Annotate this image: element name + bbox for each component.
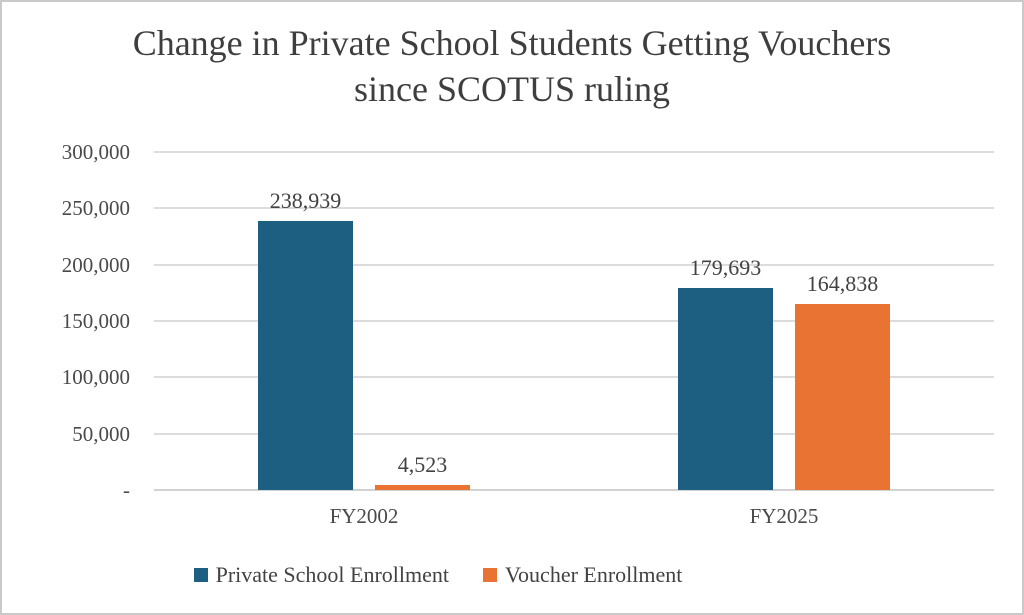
bar-voucher-enrollment-fy2025 (795, 304, 890, 490)
plot-area (2, 2, 1024, 615)
y-axis-tick-label: 150,000 (61, 309, 130, 333)
bar-value-label: 238,939 (269, 188, 342, 213)
y-axis-tick-label: 300,000 (61, 140, 130, 164)
y-axis-tick-label: - (123, 478, 130, 502)
bar-private-school-enrollment-fy2025 (678, 288, 773, 490)
gridline (154, 151, 994, 153)
x-axis-label-fy2025: FY2025 (749, 504, 819, 528)
legend-label-private-school-enrollment: Private School Enrollment (215, 562, 449, 587)
y-axis-tick-label: 250,000 (61, 196, 130, 221)
chart-title: Change in Private School Students Getting Vouchers since SCOTUS ruling (132, 23, 892, 109)
bar-value-label: 164,838 (806, 271, 879, 296)
legend-item-private-school-enrollment (194, 562, 449, 588)
bar-value-label: 4,523 (397, 452, 448, 477)
legend (2, 562, 1022, 588)
bar-voucher-enrollment-fy2002 (375, 485, 470, 490)
legend-item-voucher-enrollment (483, 562, 682, 588)
y-axis-tick-label: 100,000 (61, 365, 130, 390)
legend-swatch-voucher-icon (483, 568, 497, 582)
x-axis-label-fy2002: FY2002 (329, 504, 399, 528)
bar-private-school-enrollment-fy2002 (258, 221, 353, 490)
legend-label-voucher-enrollment: Voucher Enrollment (505, 562, 683, 587)
legend-swatch-private-school-icon (194, 568, 208, 582)
bar-value-label: 179,693 (689, 255, 762, 280)
y-axis-tick-label: 50,000 (72, 421, 130, 446)
y-axis-tick-label: 200,000 (61, 252, 130, 277)
